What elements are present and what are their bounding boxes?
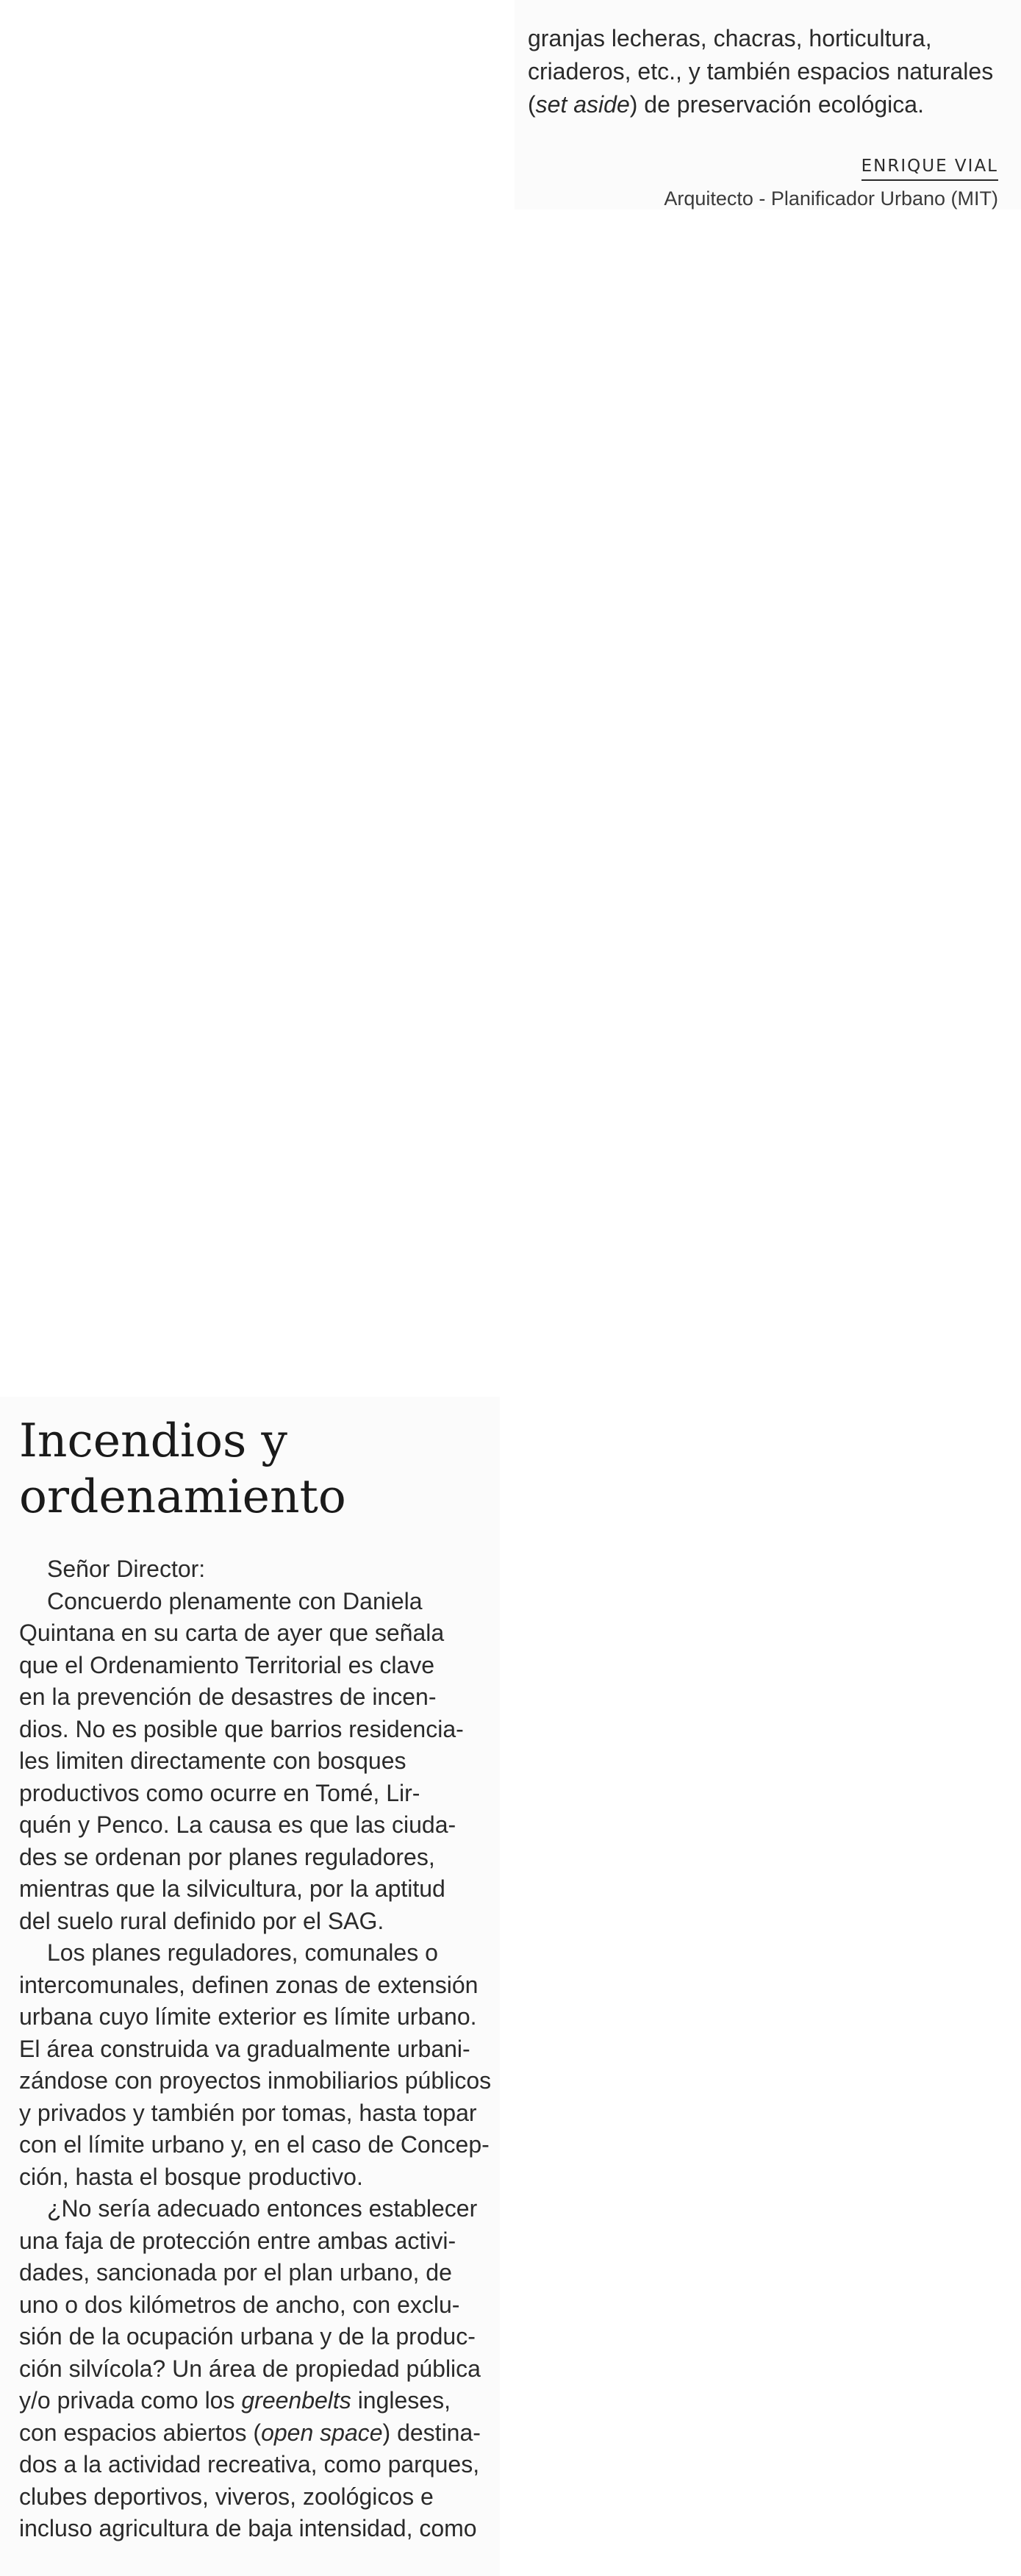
previous-letter-excerpt (528, 22, 998, 210)
letter-line (19, 1714, 490, 1746)
letter-line (19, 2353, 490, 2386)
text-run: con el límite urbano y, en el caso de Concep- (19, 2131, 490, 2158)
article-headline (19, 1413, 346, 1525)
letter-line (19, 2065, 490, 2097)
text-run: con espacios abiertos ( (19, 2419, 262, 2446)
italic-term: open space (261, 2419, 383, 2446)
text-run: les limiten directamente con bosques (19, 1747, 406, 1774)
text-run: ( (528, 91, 536, 118)
excerpt-line: granjas lecheras, chacras, horticultura, (528, 25, 932, 51)
letter-line (19, 1745, 490, 1778)
letter-line (19, 1650, 490, 1682)
letter-body (19, 1553, 490, 2545)
text-run: que el Ordenamiento Territorial es clave (19, 1651, 435, 1678)
letter-line (19, 1906, 490, 1938)
excerpt-line: criaderos, etc., y también espacios naturales (528, 58, 994, 85)
letter-line (19, 2289, 490, 2322)
letter-line (19, 1873, 490, 1906)
text-run: Señor Director: (47, 1556, 206, 1582)
letter-line (19, 2097, 490, 2130)
text-run: ) de preservación ecológica. (629, 91, 924, 118)
italic-term: set aside (535, 91, 630, 118)
letter-line (19, 2161, 490, 2194)
letter-line (19, 2225, 490, 2258)
letter-line (19, 1969, 490, 2002)
letter-line (19, 2417, 490, 2450)
text-run: mientras que la silvicultura, por la aptitud (19, 1875, 445, 1902)
text-run: dos a la actividad recreativa, como parques, (19, 2451, 480, 2477)
text-run: incluso agricultura de baja intensidad, como (19, 2515, 477, 2541)
text-run: en la prevención de desastres de incen- (19, 1684, 437, 1710)
letter-line (19, 1937, 490, 1969)
italic-term: greenbelts (241, 2387, 351, 2414)
letter-line (19, 2513, 490, 2545)
letter-line (19, 2449, 490, 2481)
text-run: ¿No sería adecuado entonces establecer (47, 2195, 478, 2222)
text-run: ción, hasta el bosque productivo. (19, 2163, 363, 2190)
text-run: quén y Penco. La causa es que las ciuda- (19, 1811, 456, 1838)
text-run: zándose con proyectos inmobiliarios públicos (19, 2067, 492, 2094)
text-run: una faja de protección entre ambas activi- (19, 2227, 456, 2254)
signature-block (528, 147, 998, 212)
letter-line (19, 1681, 490, 1714)
letter-line (19, 2385, 490, 2417)
text-run: El área construida va gradualmente urbani- (19, 2035, 470, 2062)
letter-line (19, 2033, 490, 2066)
text-run: dades, sancionada por el plan urbano, de (19, 2259, 452, 2286)
text-run: y/o privada como los (19, 2387, 242, 2414)
text-run: clubes deportivos, viveros, zoológicos e (19, 2483, 434, 2510)
text-run: Quintana en su carta de ayer que señala (19, 1620, 445, 1646)
text-run: productivos como ocurre en Tomé, Lir- (19, 1779, 420, 1806)
letter-line (19, 1617, 490, 1650)
excerpt-line (528, 88, 998, 121)
headline-line: ordenamiento (19, 1470, 346, 1523)
letter-line (19, 1809, 490, 1842)
text-run: Concuerdo plenamente con Daniela (47, 1587, 423, 1614)
text-run: del suelo rural definido por el SAG. (19, 1907, 384, 1934)
text-run: sión de la ocupación urbana y de la produc- (19, 2323, 476, 2350)
letter-line (19, 2129, 490, 2161)
letter-line (19, 2193, 490, 2225)
author-title: Arquitecto - Planificador Urbano (MIT) (664, 187, 998, 210)
text-run: ción silvícola? Un área de propiedad pública (19, 2355, 481, 2382)
letter-line (19, 2321, 490, 2353)
text-run: Los planes reguladores, comunales o (47, 1939, 438, 1966)
letter-line (19, 1778, 490, 1810)
text-run: y privados y también por tomas, hasta topar (19, 2099, 477, 2126)
text-run: intercomunales, definen zonas de extensión (19, 1971, 479, 1998)
text-run: urbana cuyo límite exterior es límite urbano. (19, 2003, 477, 2030)
letter-line (19, 1586, 490, 1618)
text-run: uno o dos kilómetros de ancho, con exclu- (19, 2291, 460, 2318)
letter-line (19, 2257, 490, 2289)
letter-line (19, 2481, 490, 2514)
author-name: ENRIQUE VIAL (861, 154, 998, 181)
letter-line (19, 1553, 490, 1586)
letter-line (19, 2001, 490, 2033)
text-run: ingleses, (351, 2387, 451, 2414)
text-run: dios. No es posible que barrios residencia- (19, 1715, 464, 1742)
headline-line: Incendios y (19, 1414, 287, 1467)
letter-line (19, 1842, 490, 1874)
text-run: ) destina- (382, 2419, 481, 2446)
text-run: des se ordenan por planes reguladores, (19, 1843, 435, 1870)
